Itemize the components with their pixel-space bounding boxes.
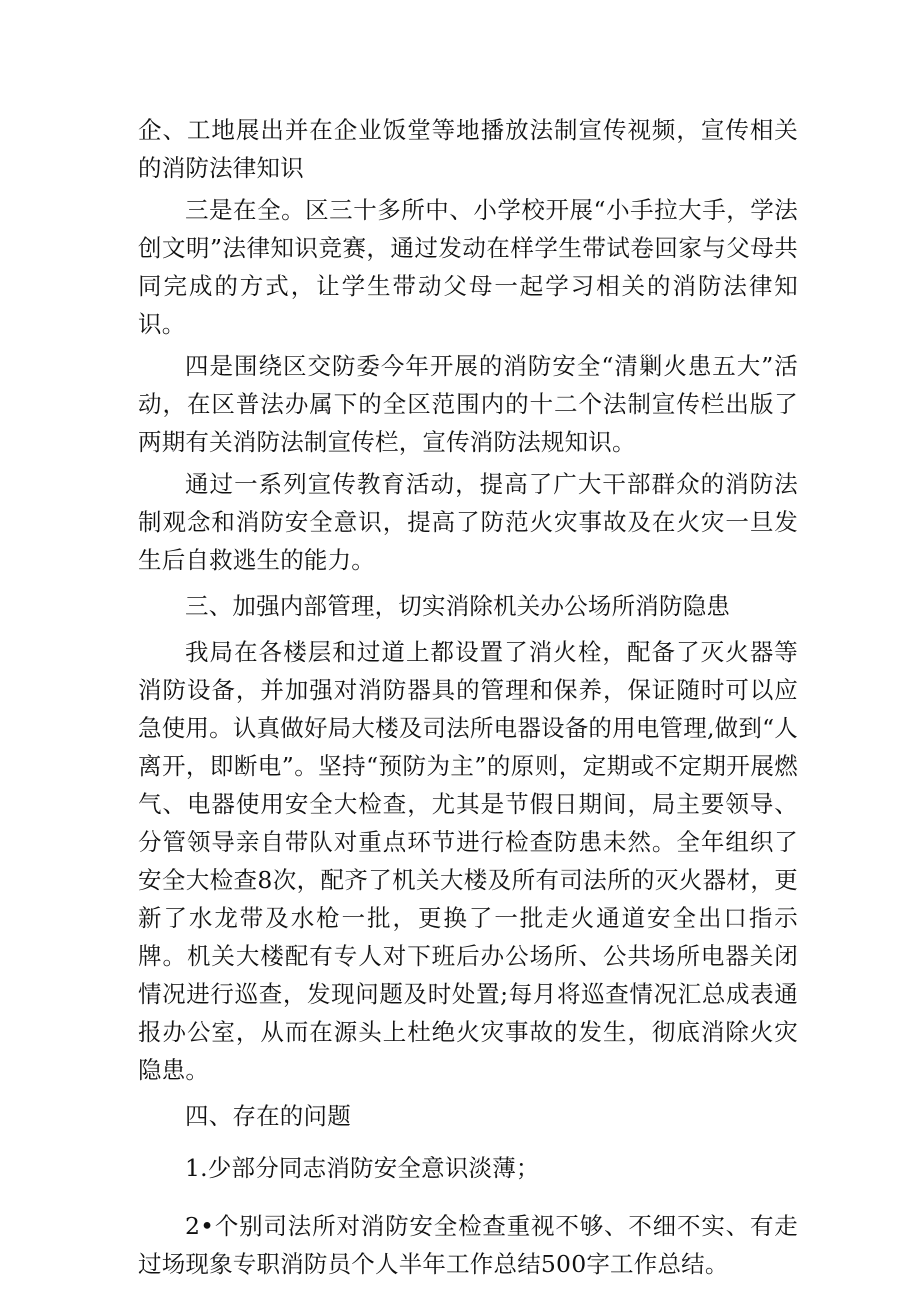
section-heading-issues: 四、存在的问题 [185,1102,351,1130]
paragraph-education-summary: 通过一系列宣传教育活动，提高了广大干部群众的消防法制观念和消防安全意识，提高了防范火灾事故及在火灾一旦发生后自救逃生的能力。 [138,470,798,574]
paragraph-internal-management: 我局在各楼层和过道上都设置了消火栓，配备了灭火器等消防设备，并加强对消防器具的管理和保养，保证随时可以应急使用。认真做好局大楼及司法所电器设备的用电管理,做到“人离开，即断电”。坚持“预防为主”的原则，定期或不定期开展燃气、电器使用安全大检查，尤其是节假日期间，局主要领导、分管领导亲自带队对重点环节进行检查防患未然。全年组织了安全大检查8次，配齐了机关大楼及所有司法所的灭火器材，更新了水龙带及水枪一批，更换了一批走火通道安全出口指示牌。机关大楼配有专人对下班后办公场所、公共场所电器关闭情况进行巡查，发现问题及时处置;每月将巡查情况汇总成表通报办公室，从而在源头上杜绝火灾事故的发生，彻底消除火灾隐患。 [138,638,798,1084]
document-body [138,111,798,1283]
paragraph-school-competition: 三是在全。区三十多所中、小学校开展“小手拉大手，学法创文明”法律知识竞赛，通过发动在样学生带试卷回家与父母共同完成的方式，让学生带动父母一起学习相关的消防法律知识。 [138,196,798,338]
issue-item: 1.少部分同志消防安全意识淡薄； [185,1154,540,1182]
paragraph-bulletin-boards: 四是围绕区交防委今年开展的消防安全“清剿火患五大”活动，在区普法办属下的全区范围内的十二个法制宣传栏出版了两期有关消防法制宣传栏，宣传消防法规知识。 [138,352,798,456]
paragraph-continuation: 企、工地展出并在企业饭堂等地播放法制宣传视频，宣传相关的消防法律知识 [138,116,798,182]
section-heading-internal-management: 三、加强内部管理，切实消除机关办公场所消防隐患 [185,592,731,620]
issue-item: 2•个别司法所对消防安全检查重视不够、不细不实、有走过场现象专职消防员个人半年工作总结500字工作总结。 [138,1212,798,1278]
